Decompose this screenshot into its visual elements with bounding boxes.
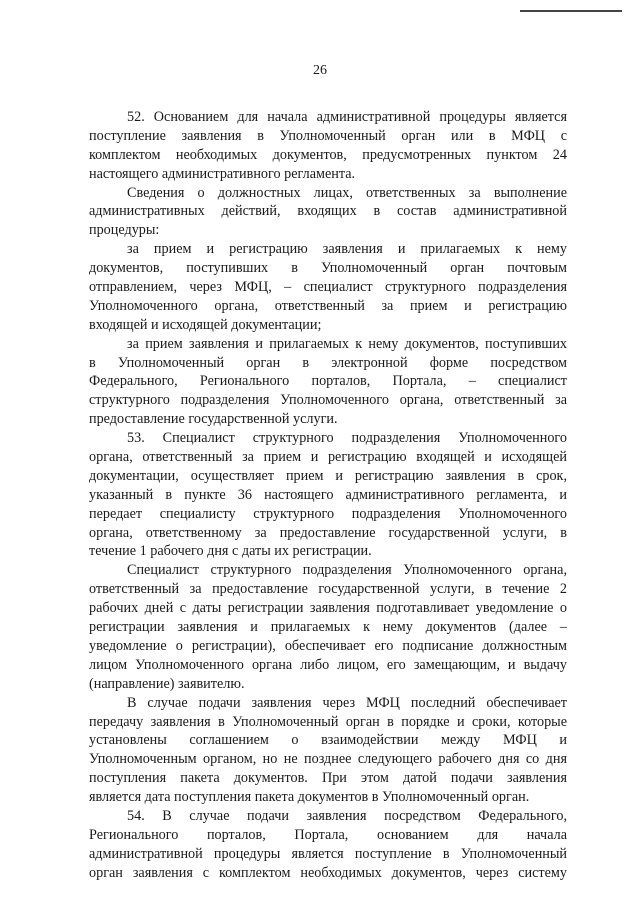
text-line: Федерального, Регионального порталов, Портала, – специалист: [89, 373, 567, 390]
page-number: 26: [313, 63, 327, 78]
text-line: предоставление государственной услуги.: [89, 411, 338, 428]
text-line: орган заявления с комплектом необходимых документов, через систему: [89, 864, 567, 881]
document-body: [89, 108, 567, 883]
text-line: Уполномоченным органом, но не позднее следующего рабочего дня со дня: [89, 751, 567, 768]
text-line: В случае подачи заявления через МФЦ последний обеспечивает: [127, 694, 567, 711]
text-line: течение 1 рабочего дня с даты их регистрации.: [89, 543, 372, 560]
text-line: отправлением, через МФЦ, – специалист структурного подразделения: [89, 279, 567, 296]
text-line: передает специалисту структурного подразделения Уполномоченного: [89, 505, 567, 522]
text-line: является дата поступления пакета документов в Уполномоченный орган.: [89, 789, 530, 806]
text-line: органа, ответственному за предоставление государственной услуги, в: [89, 524, 567, 541]
text-line: Специалист структурного подразделения Уполномоченного органа,: [127, 562, 567, 579]
text-line: входящей и исходящей документации;: [89, 316, 322, 333]
text-line: поступления пакета документов. При этом датой подачи заявления: [89, 770, 567, 787]
text-line: 53. Специалист структурного подразделения Уполномоченного: [127, 430, 567, 447]
text-line: лицом Уполномоченного органа либо лицом, его замещающим, и выдачу: [89, 656, 567, 673]
text-line: документации, осуществляет прием и регистрацию заявления в срок,: [89, 467, 567, 484]
text-line: ответственный за предоставление государственной услуги, в течение 2: [89, 581, 567, 598]
text-line: поступление заявления в Уполномоченный орган или в МФЦ с: [89, 127, 567, 144]
header-rule: [520, 10, 622, 12]
text-line: органа, ответственный за прием и регистрацию входящей и исходящей: [89, 449, 567, 466]
text-line: (направление) заявителю.: [89, 675, 245, 692]
text-line: 52. Основанием для начала административной процедуры является: [127, 109, 567, 125]
text-line: передачу заявления в Уполномоченный орган в порядке и сроки, которые: [89, 713, 567, 730]
text-line: регистрации заявления и прилагаемых к нему документов (далее –: [89, 619, 567, 636]
text-line: документов, поступивших в Уполномоченный орган почтовым: [89, 260, 567, 277]
text-line: процедуры:: [89, 222, 160, 239]
text-line: комплектом необходимых документов, предусмотренных пунктом 24: [89, 146, 567, 163]
text-line: установлены соглашением о взаимодействии между МФЦ и: [89, 732, 567, 749]
text-line: уведомление о регистрации), обеспечивает его подписание должностным: [89, 637, 567, 654]
text-line: за прием заявления и прилагаемых к нему документов, поступивших: [127, 335, 567, 352]
text-line: Регионального порталов, Портала, основанием для начала: [89, 826, 567, 843]
text-line: рабочих дней с даты регистрации заявления подготавливает уведомление о: [89, 600, 567, 617]
text-line: административной процедуры является поступление в Уполномоченный: [89, 845, 567, 862]
text-line: структурного подразделения Уполномоченного органа, ответственный за: [89, 392, 567, 409]
text-line: за прием и регистрацию заявления и прилагаемых к нему: [127, 241, 567, 258]
text-line: указанный в пункте 36 настоящего административного регламента, и: [89, 486, 567, 503]
text-line: 54. В случае подачи заявления посредством Федерального,: [127, 807, 567, 824]
text-line: настоящего административного регламента.: [89, 165, 356, 182]
text-line: административных действий, входящих в состав административной: [89, 203, 567, 220]
text-line: Сведения о должностных лицах, ответственных за выполнение: [127, 184, 567, 201]
text-line: в Уполномоченный орган в электронной форме посредством: [89, 354, 567, 371]
text-line: Уполномоченного органа, ответственный за прием и регистрацию: [89, 297, 567, 314]
